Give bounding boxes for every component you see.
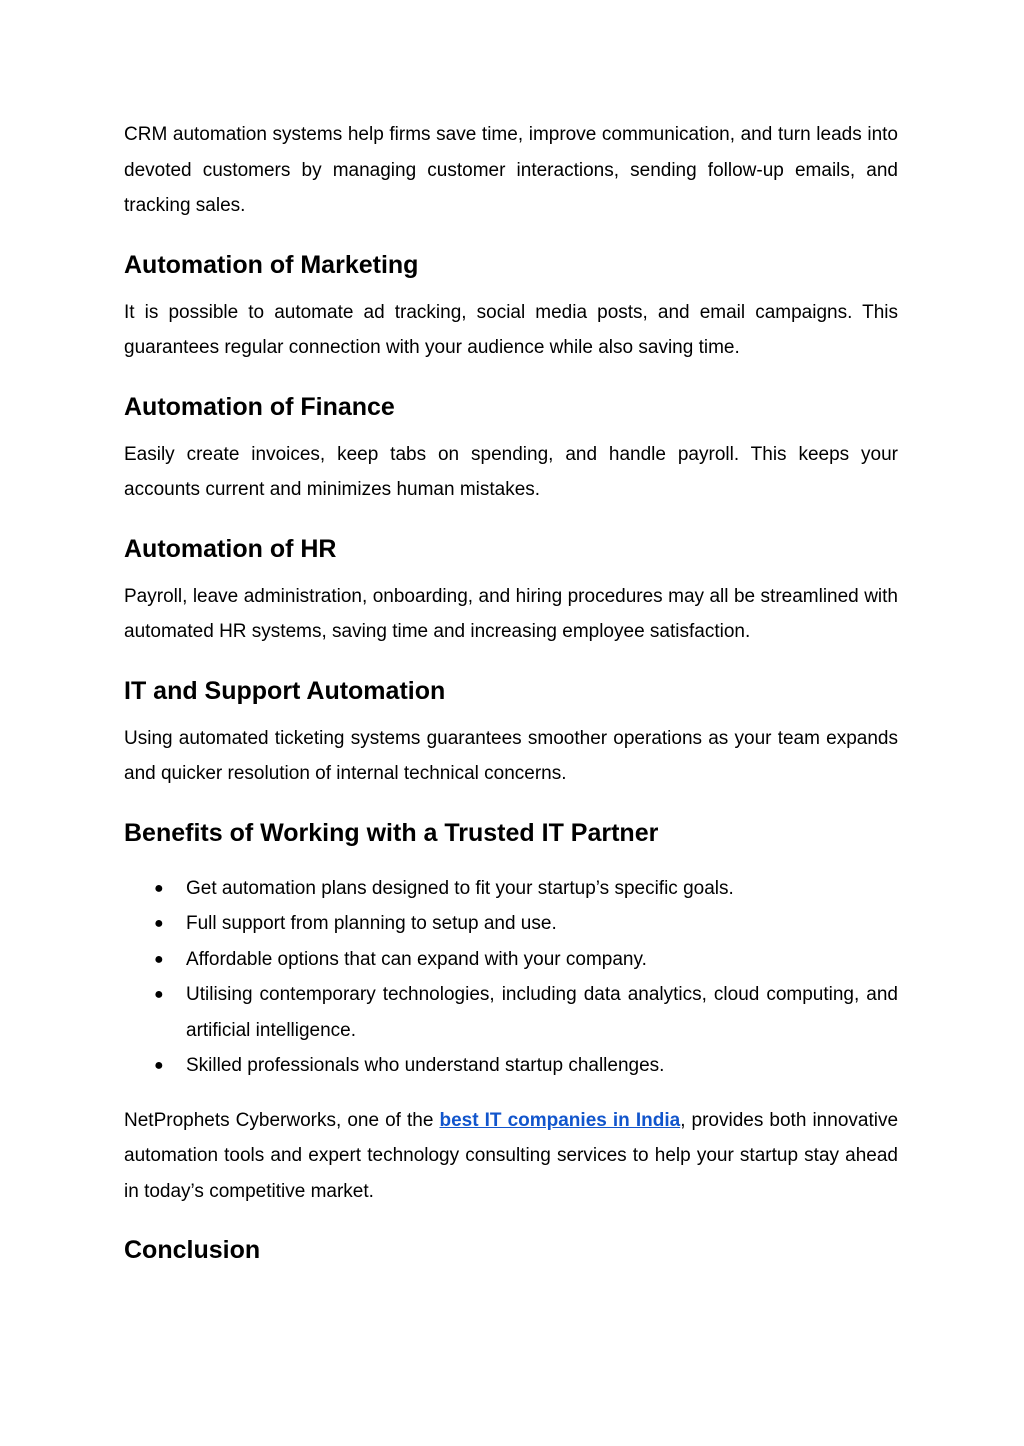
closing-text-after: , provides both innovative automation tools and expert technology consulting services to help your startup stay ahead in today’s competitive market. <box>124 1109 899 1202</box>
bullet-icon: ● <box>154 915 164 932</box>
bullet-icon: ● <box>154 986 164 1003</box>
marketing-paragraph: It is possible to automate ad tracking, social media posts, and email campaigns. This guarantees regular connection with your audience while also saving time. <box>124 301 898 358</box>
list-item <box>124 1048 898 1084</box>
benefits-heading: Benefits of Working with a Trusted IT Partner <box>124 818 659 847</box>
it-support-paragraph: Using automated ticketing systems guarantees smoother operations as your team expands and quicker resolution of internal technical concerns. <box>124 727 898 784</box>
list-item <box>124 871 898 907</box>
bullet-icon: ● <box>154 1057 164 1074</box>
marketing-heading: Automation of Marketing <box>124 250 419 279</box>
list-item-text: Utilising contemporary technologies, including data analytics, cloud computing, and artificial intelligence. <box>186 984 898 1041</box>
hr-paragraph: Payroll, leave administration, onboarding, and hiring procedures may all be streamlined with automated HR systems, saving time and increasing employee satisfaction. <box>124 585 898 642</box>
list-item-text: Skilled professionals who understand startup challenges. <box>186 1055 665 1076</box>
it-support-heading: IT and Support Automation <box>124 676 446 705</box>
closing-text-before: NetProphets Cyberworks, one of the <box>124 1109 440 1131</box>
bullet-icon: ● <box>154 879 164 897</box>
list-item <box>124 977 898 1048</box>
benefits-list <box>124 871 898 1084</box>
intro-paragraph: CRM automation systems help firms save time, improve communication, and turn leads into devoted customers by managing customer interactions, sending follow-up emails, and tracking sales. <box>124 124 898 216</box>
finance-paragraph: Easily create invoices, keep tabs on spending, and handle payroll. This keeps your accounts current and minimizes human mistakes. <box>124 443 898 500</box>
list-item-text: Get automation plans designed to fit your startup’s specific goals. <box>186 877 734 899</box>
list-item-text: Full support from planning to setup and use. <box>186 913 557 934</box>
best-it-companies-link[interactable]: best IT companies in India <box>439 1109 681 1131</box>
closing-paragraph <box>124 1103 898 1210</box>
list-item-text: Affordable options that can expand with your company. <box>186 948 647 970</box>
finance-heading: Automation of Finance <box>124 392 395 421</box>
list-item <box>124 906 898 942</box>
bullet-icon: ● <box>154 950 164 968</box>
list-item <box>124 942 898 978</box>
hr-heading: Automation of HR <box>124 534 337 563</box>
conclusion-heading: Conclusion <box>124 1236 261 1264</box>
